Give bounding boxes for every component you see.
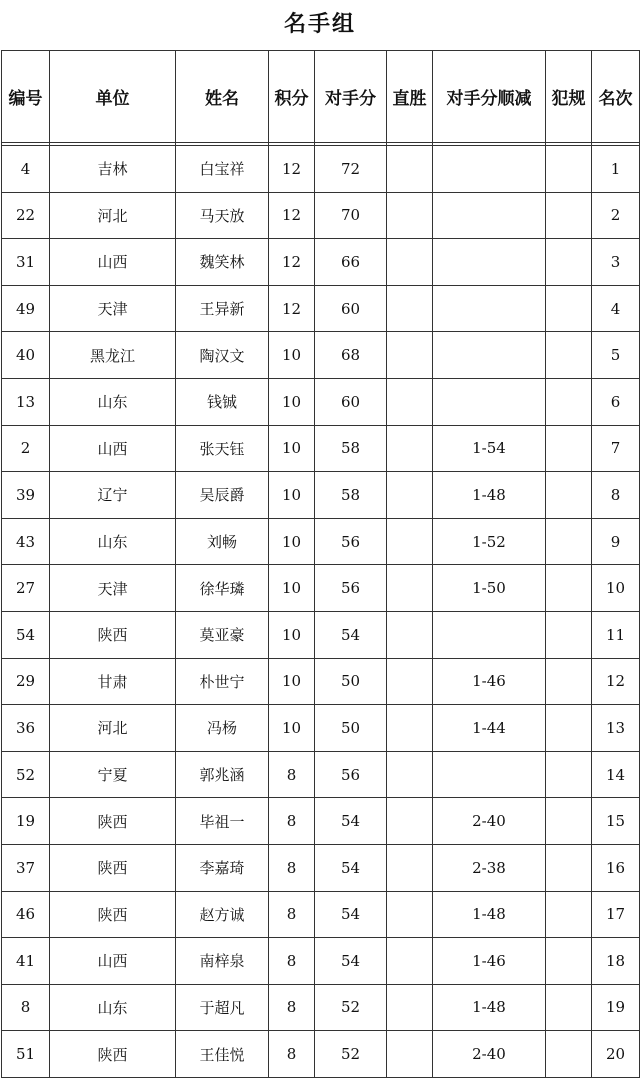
table-row — [2, 425, 640, 472]
table-row — [2, 239, 640, 286]
cell-fouls — [546, 798, 592, 845]
cell-number: 39 — [2, 472, 50, 519]
cell-head-to-head — [387, 984, 433, 1031]
cell-opponent-score: 68 — [315, 332, 387, 379]
cell-rank: 20 — [592, 1031, 640, 1078]
header-fouls: 犯规 — [546, 51, 592, 143]
cell-number: 54 — [2, 611, 50, 658]
cell-head-to-head — [387, 891, 433, 938]
cell-fouls — [546, 332, 592, 379]
cell-rank: 5 — [592, 332, 640, 379]
cell-number: 2 — [2, 425, 50, 472]
cell-number: 22 — [2, 192, 50, 239]
cell-opponent-score: 52 — [315, 984, 387, 1031]
table-row — [2, 472, 640, 519]
cell-unit: 陕西 — [50, 611, 176, 658]
table-row — [2, 378, 640, 425]
cell-name: 赵方诚 — [176, 891, 269, 938]
cell-points: 10 — [269, 378, 315, 425]
cell-rank: 7 — [592, 425, 640, 472]
cell-name: 白宝祥 — [176, 146, 269, 193]
cell-rank: 4 — [592, 285, 640, 332]
cell-points: 12 — [269, 192, 315, 239]
cell-rank: 17 — [592, 891, 640, 938]
cell-rank: 16 — [592, 844, 640, 891]
cell-head-to-head — [387, 751, 433, 798]
cell-number: 40 — [2, 332, 50, 379]
cell-points: 8 — [269, 798, 315, 845]
cell-head-to-head — [387, 332, 433, 379]
cell-opponent-score: 52 — [315, 1031, 387, 1078]
cell-opponent-score-reduction: 1-52 — [433, 518, 546, 565]
cell-name: 王异新 — [176, 285, 269, 332]
cell-opponent-score: 60 — [315, 378, 387, 425]
cell-head-to-head — [387, 658, 433, 705]
cell-name: 陶汉文 — [176, 332, 269, 379]
cell-opponent-score-reduction: 2-38 — [433, 844, 546, 891]
table-row — [2, 1031, 640, 1078]
cell-fouls — [546, 984, 592, 1031]
table-row — [2, 518, 640, 565]
cell-unit: 山东 — [50, 984, 176, 1031]
table-row — [2, 285, 640, 332]
cell-points: 10 — [269, 705, 315, 752]
cell-opponent-score-reduction — [433, 285, 546, 332]
cell-number: 4 — [2, 146, 50, 193]
header-opponent-score: 对手分 — [315, 51, 387, 143]
cell-rank: 9 — [592, 518, 640, 565]
cell-fouls — [546, 146, 592, 193]
cell-name: 南梓泉 — [176, 938, 269, 985]
cell-unit: 陕西 — [50, 1031, 176, 1078]
cell-opponent-score: 58 — [315, 425, 387, 472]
cell-head-to-head — [387, 844, 433, 891]
table-row — [2, 798, 640, 845]
cell-name: 毕祖一 — [176, 798, 269, 845]
cell-unit: 山东 — [50, 518, 176, 565]
cell-fouls — [546, 938, 592, 985]
table-row — [2, 891, 640, 938]
results-table — [1, 50, 640, 1078]
cell-unit: 天津 — [50, 565, 176, 612]
cell-unit: 陕西 — [50, 844, 176, 891]
cell-opponent-score-reduction: 2-40 — [433, 1031, 546, 1078]
cell-opponent-score-reduction: 1-46 — [433, 658, 546, 705]
cell-opponent-score: 70 — [315, 192, 387, 239]
cell-fouls — [546, 472, 592, 519]
cell-name: 马天放 — [176, 192, 269, 239]
cell-points: 8 — [269, 984, 315, 1031]
cell-opponent-score-reduction — [433, 192, 546, 239]
cell-opponent-score-reduction — [433, 332, 546, 379]
cell-opponent-score: 58 — [315, 472, 387, 519]
cell-rank: 14 — [592, 751, 640, 798]
cell-points: 8 — [269, 1031, 315, 1078]
cell-fouls — [546, 1031, 592, 1078]
cell-unit: 黑龙江 — [50, 332, 176, 379]
cell-points: 12 — [269, 239, 315, 286]
cell-unit: 山西 — [50, 425, 176, 472]
header-row — [2, 51, 640, 143]
header-number: 编号 — [2, 51, 50, 143]
cell-name: 王佳悦 — [176, 1031, 269, 1078]
cell-head-to-head — [387, 1031, 433, 1078]
cell-number: 19 — [2, 798, 50, 845]
cell-unit: 甘肃 — [50, 658, 176, 705]
cell-points: 8 — [269, 751, 315, 798]
cell-name: 吴辰爵 — [176, 472, 269, 519]
cell-rank: 8 — [592, 472, 640, 519]
cell-rank: 18 — [592, 938, 640, 985]
cell-opponent-score-reduction: 1-44 — [433, 705, 546, 752]
cell-name: 莫亚豪 — [176, 611, 269, 658]
cell-opponent-score-reduction: 1-46 — [433, 938, 546, 985]
cell-number: 41 — [2, 938, 50, 985]
table-row — [2, 938, 640, 985]
header-opponent-score-reduction: 对手分顺减 — [433, 51, 546, 143]
cell-opponent-score-reduction: 1-48 — [433, 472, 546, 519]
cell-head-to-head — [387, 705, 433, 752]
table-row — [2, 984, 640, 1031]
cell-opponent-score: 50 — [315, 658, 387, 705]
cell-rank: 11 — [592, 611, 640, 658]
table-row — [2, 751, 640, 798]
cell-fouls — [546, 891, 592, 938]
cell-opponent-score-reduction — [433, 751, 546, 798]
cell-opponent-score: 54 — [315, 938, 387, 985]
cell-points: 10 — [269, 518, 315, 565]
table-row — [2, 658, 640, 705]
cell-opponent-score-reduction: 1-54 — [433, 425, 546, 472]
cell-fouls — [546, 192, 592, 239]
cell-name: 冯杨 — [176, 705, 269, 752]
cell-opponent-score: 56 — [315, 565, 387, 612]
cell-name: 郭兆涵 — [176, 751, 269, 798]
cell-rank: 1 — [592, 146, 640, 193]
cell-head-to-head — [387, 192, 433, 239]
cell-opponent-score-reduction — [433, 611, 546, 658]
cell-fouls — [546, 425, 592, 472]
cell-number: 31 — [2, 239, 50, 286]
cell-head-to-head — [387, 518, 433, 565]
cell-fouls — [546, 565, 592, 612]
cell-opponent-score-reduction — [433, 146, 546, 193]
cell-number: 46 — [2, 891, 50, 938]
cell-opponent-score: 66 — [315, 239, 387, 286]
cell-points: 10 — [269, 611, 315, 658]
header-points: 积分 — [269, 51, 315, 143]
cell-rank: 19 — [592, 984, 640, 1031]
cell-name: 朴世宁 — [176, 658, 269, 705]
cell-fouls — [546, 751, 592, 798]
table-row — [2, 705, 640, 752]
table-row — [2, 332, 640, 379]
cell-points: 8 — [269, 938, 315, 985]
cell-fouls — [546, 239, 592, 286]
cell-opponent-score-reduction — [433, 378, 546, 425]
cell-unit: 山西 — [50, 938, 176, 985]
cell-number: 49 — [2, 285, 50, 332]
cell-opponent-score: 56 — [315, 751, 387, 798]
cell-opponent-score-reduction: 1-50 — [433, 565, 546, 612]
cell-rank: 13 — [592, 705, 640, 752]
cell-number: 52 — [2, 751, 50, 798]
cell-head-to-head — [387, 798, 433, 845]
cell-points: 12 — [269, 146, 315, 193]
cell-head-to-head — [387, 472, 433, 519]
cell-number: 36 — [2, 705, 50, 752]
cell-head-to-head — [387, 425, 433, 472]
cell-head-to-head — [387, 565, 433, 612]
table-row — [2, 192, 640, 239]
cell-opponent-score: 60 — [315, 285, 387, 332]
cell-points: 10 — [269, 658, 315, 705]
cell-head-to-head — [387, 146, 433, 193]
cell-opponent-score: 54 — [315, 844, 387, 891]
cell-unit: 吉林 — [50, 146, 176, 193]
cell-name: 于超凡 — [176, 984, 269, 1031]
cell-head-to-head — [387, 285, 433, 332]
cell-fouls — [546, 518, 592, 565]
cell-points: 12 — [269, 285, 315, 332]
cell-unit: 天津 — [50, 285, 176, 332]
cell-unit: 辽宁 — [50, 472, 176, 519]
cell-head-to-head — [387, 239, 433, 286]
table-row — [2, 844, 640, 891]
cell-points: 10 — [269, 565, 315, 612]
cell-head-to-head — [387, 378, 433, 425]
table-header — [2, 51, 640, 143]
cell-fouls — [546, 285, 592, 332]
table-body — [2, 143, 640, 1078]
cell-opponent-score-reduction: 1-48 — [433, 891, 546, 938]
cell-unit: 河北 — [50, 705, 176, 752]
cell-unit: 河北 — [50, 192, 176, 239]
cell-fouls — [546, 378, 592, 425]
cell-rank: 3 — [592, 239, 640, 286]
cell-name: 李嘉琦 — [176, 844, 269, 891]
cell-unit: 陕西 — [50, 891, 176, 938]
cell-rank: 6 — [592, 378, 640, 425]
cell-head-to-head — [387, 611, 433, 658]
cell-fouls — [546, 705, 592, 752]
cell-unit: 山东 — [50, 378, 176, 425]
cell-opponent-score: 54 — [315, 611, 387, 658]
cell-points: 10 — [269, 425, 315, 472]
cell-opponent-score-reduction: 1-48 — [433, 984, 546, 1031]
cell-head-to-head — [387, 938, 433, 985]
cell-name: 徐华璘 — [176, 565, 269, 612]
cell-number: 8 — [2, 984, 50, 1031]
cell-unit: 宁夏 — [50, 751, 176, 798]
cell-opponent-score: 56 — [315, 518, 387, 565]
cell-opponent-score: 50 — [315, 705, 387, 752]
cell-fouls — [546, 844, 592, 891]
cell-rank: 12 — [592, 658, 640, 705]
cell-name: 刘畅 — [176, 518, 269, 565]
cell-number: 27 — [2, 565, 50, 612]
cell-points: 8 — [269, 891, 315, 938]
header-rank: 名次 — [592, 51, 640, 143]
cell-number: 51 — [2, 1031, 50, 1078]
cell-points: 10 — [269, 472, 315, 519]
cell-number: 29 — [2, 658, 50, 705]
cell-rank: 2 — [592, 192, 640, 239]
cell-fouls — [546, 611, 592, 658]
page-title: 名手组 — [283, 12, 356, 37]
header-name: 姓名 — [176, 51, 269, 143]
cell-number: 43 — [2, 518, 50, 565]
table-row — [2, 146, 640, 193]
cell-name: 钱铖 — [176, 378, 269, 425]
header-unit: 单位 — [50, 51, 176, 143]
cell-opponent-score-reduction — [433, 239, 546, 286]
cell-opponent-score: 54 — [315, 891, 387, 938]
cell-unit: 陕西 — [50, 798, 176, 845]
table-row — [2, 565, 640, 612]
cell-rank: 10 — [592, 565, 640, 612]
table-row — [2, 611, 640, 658]
cell-name: 魏笑林 — [176, 239, 269, 286]
cell-number: 37 — [2, 844, 50, 891]
cell-name: 张天钰 — [176, 425, 269, 472]
cell-opponent-score: 54 — [315, 798, 387, 845]
header-head-to-head: 直胜 — [387, 51, 433, 143]
cell-rank: 15 — [592, 798, 640, 845]
cell-points: 10 — [269, 332, 315, 379]
cell-number: 13 — [2, 378, 50, 425]
cell-unit: 山西 — [50, 239, 176, 286]
cell-opponent-score: 72 — [315, 146, 387, 193]
cell-opponent-score-reduction: 2-40 — [433, 798, 546, 845]
cell-fouls — [546, 658, 592, 705]
cell-points: 8 — [269, 844, 315, 891]
